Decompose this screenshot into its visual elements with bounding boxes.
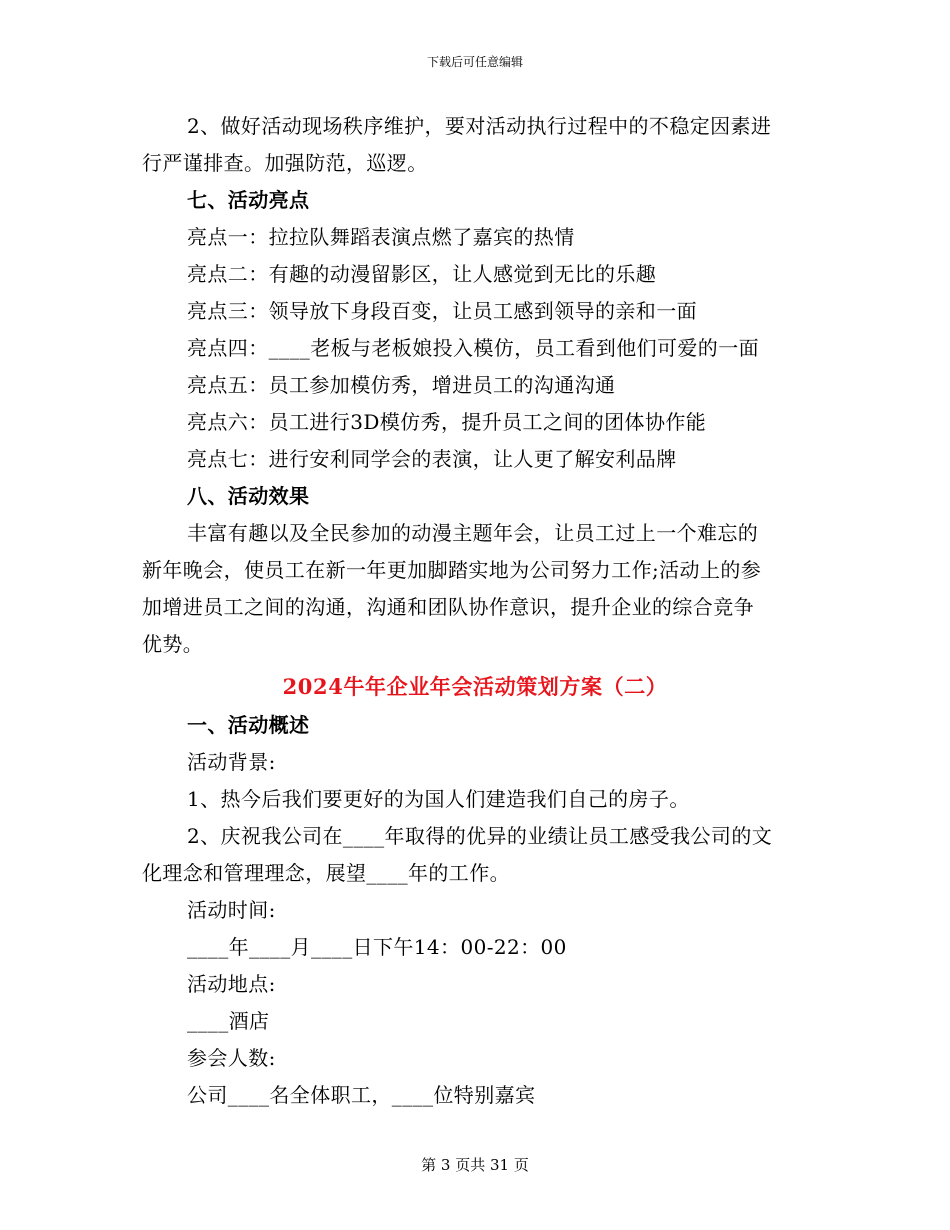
value-people: 公司____名全体职工，____位特别嘉宾 xyxy=(187,1083,536,1107)
page-footer: 第 3 页共 31 页 xyxy=(421,1156,529,1174)
highlight-item: 亮点七：进行安利同学会的表演，让人更了解安利品牌 xyxy=(187,447,677,471)
highlight-item: 亮点三：领导放下身段百变，让员工感到领导的亲和一面 xyxy=(187,299,697,323)
label-time: 活动时间: xyxy=(187,898,276,922)
paragraph-effects xyxy=(142,515,808,663)
label-people: 参会人数: xyxy=(187,1046,276,1070)
heading-effects: 八、活动效果 xyxy=(187,484,310,508)
value-time: ____年____月____日下午14：00-22：00 xyxy=(187,935,567,959)
text-line: 2、庆祝我公司在____年取得的优异的业绩让员工感受我公司的文 xyxy=(187,824,773,848)
value-place: ____酒店 xyxy=(187,1009,270,1033)
text-line: 丰富有趣以及全民参加的动漫主题年会，让员工过上一个难忘的 xyxy=(187,521,759,545)
text-line: 优势。 xyxy=(142,632,204,656)
text-line: 行严谨排查。加强防范，巡逻。 xyxy=(142,151,428,175)
page-content xyxy=(142,108,808,1114)
highlight-item: 亮点六：员工进行3D模仿秀，提升员工之间的团体协作能 xyxy=(187,410,707,434)
highlight-item: 亮点四：____老板与老板娘投入模仿，员工看到他们可爱的一面 xyxy=(187,336,759,360)
heading-highlights: 七、活动亮点 xyxy=(187,188,310,212)
text-line: 2、做好活动现场秩序维护，要对活动执行过程中的不稳定因素进 xyxy=(187,114,772,138)
paragraph-background-1: 1、热今后我们要更好的为国人们建造我们自己的房子。 xyxy=(187,787,690,811)
label-place: 活动地点: xyxy=(187,972,276,996)
heading-overview: 一、活动概述 xyxy=(187,713,310,737)
page-header: 下载后可任意编辑 xyxy=(426,55,523,69)
text-line: 化理念和管理理念，展望____年的工作。 xyxy=(142,861,510,885)
paragraph-background-2 xyxy=(142,818,808,892)
highlight-item: 亮点二：有趣的动漫留影区，让人感觉到无比的乐趣 xyxy=(187,262,657,286)
paragraph-item-2 xyxy=(142,108,808,182)
text-line: 加增进员工之间的沟通，沟通和团队协作意识，提升企业的综合竞争 xyxy=(142,595,754,619)
highlight-item: 亮点一：拉拉队舞蹈表演点燃了嘉宾的热情 xyxy=(187,225,575,249)
highlight-item: 亮点五：员工参加模仿秀，增进员工的沟通沟通 xyxy=(187,373,616,397)
document-section-title: 2024牛年企业年会活动策划方案（二） xyxy=(282,674,668,699)
text-line: 新年晚会，使员工在新一年更加脚踏实地为公司努力工作;活动上的参 xyxy=(142,558,762,582)
label-background: 活动背景: xyxy=(187,750,276,774)
